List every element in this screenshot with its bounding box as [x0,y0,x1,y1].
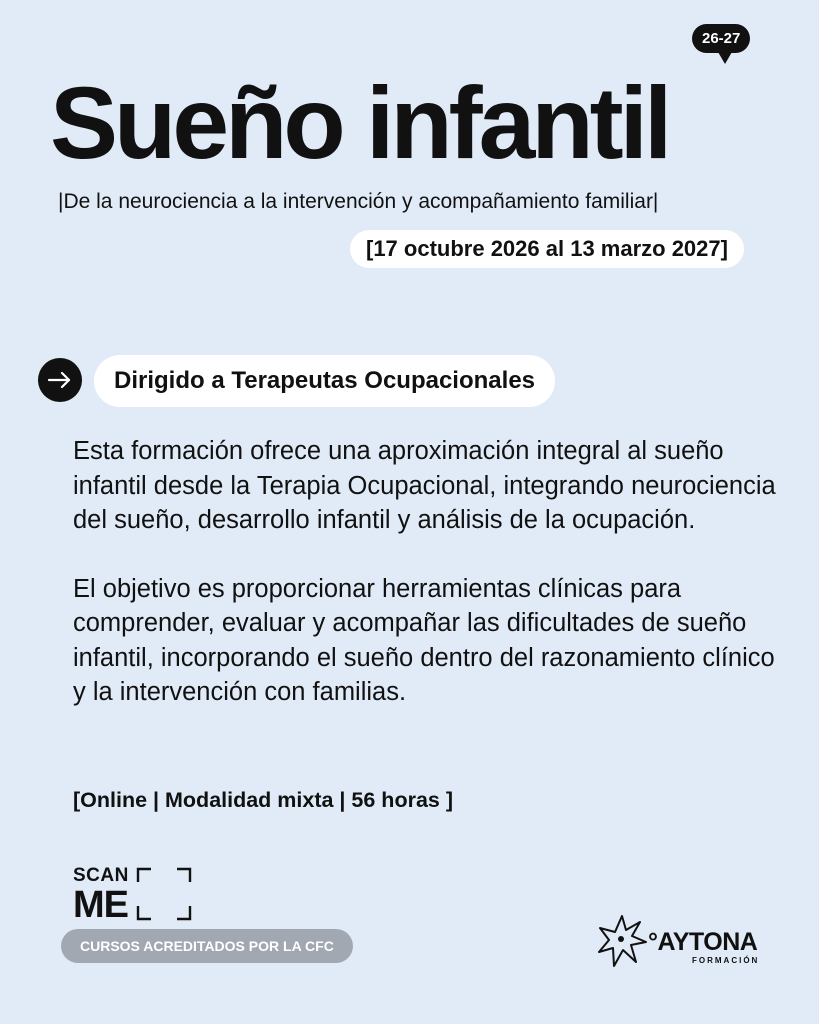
arrow-right-icon [38,358,82,402]
scan-me-qr-hint [73,866,203,926]
scan-label: SCAN [73,865,129,886]
description-paragraph-2: El objetivo es proporcionar herramientas clínicas para comprender, evaluar y acompañar las dificultades de sueño infantil, incorporando el sueño dentro del razonamiento clínico y la intervención con familias. [73,574,775,706]
accreditation-pill: CURSOS ACREDITADOS POR LA CFC [61,929,353,963]
year-badge: 26-27 [692,24,750,53]
course-details: [Online | Modalidad mixta | 56 horas ] [73,788,453,812]
logo-subtitle: FORMACIÓN [692,956,760,965]
page-title: Sueño infantil [50,66,669,180]
description-paragraph-1: Esta formación ofrece una aproximación integral al sueño infantil desde la Terapia Ocupacional, integrando neurociencia del sueño, desarrollo infantil y análisis de la ocupación. [73,437,776,534]
logo-name: °AYTONA [648,928,758,956]
aytona-logo [596,912,786,972]
aytona-star-logo-icon [596,912,648,970]
speech-bubble-tail [718,52,732,64]
scan-frame-icon [135,866,193,922]
subtitle: |De la neurociencia a la intervención y acompañamiento familiar| [58,190,659,213]
me-label: ME [73,884,128,926]
audience-pill: Dirigido a Terapeutas Ocupacionales [94,355,555,407]
course-description [73,434,783,710]
date-range-pill: [17 octubre 2026 al 13 marzo 2027] [350,230,744,268]
